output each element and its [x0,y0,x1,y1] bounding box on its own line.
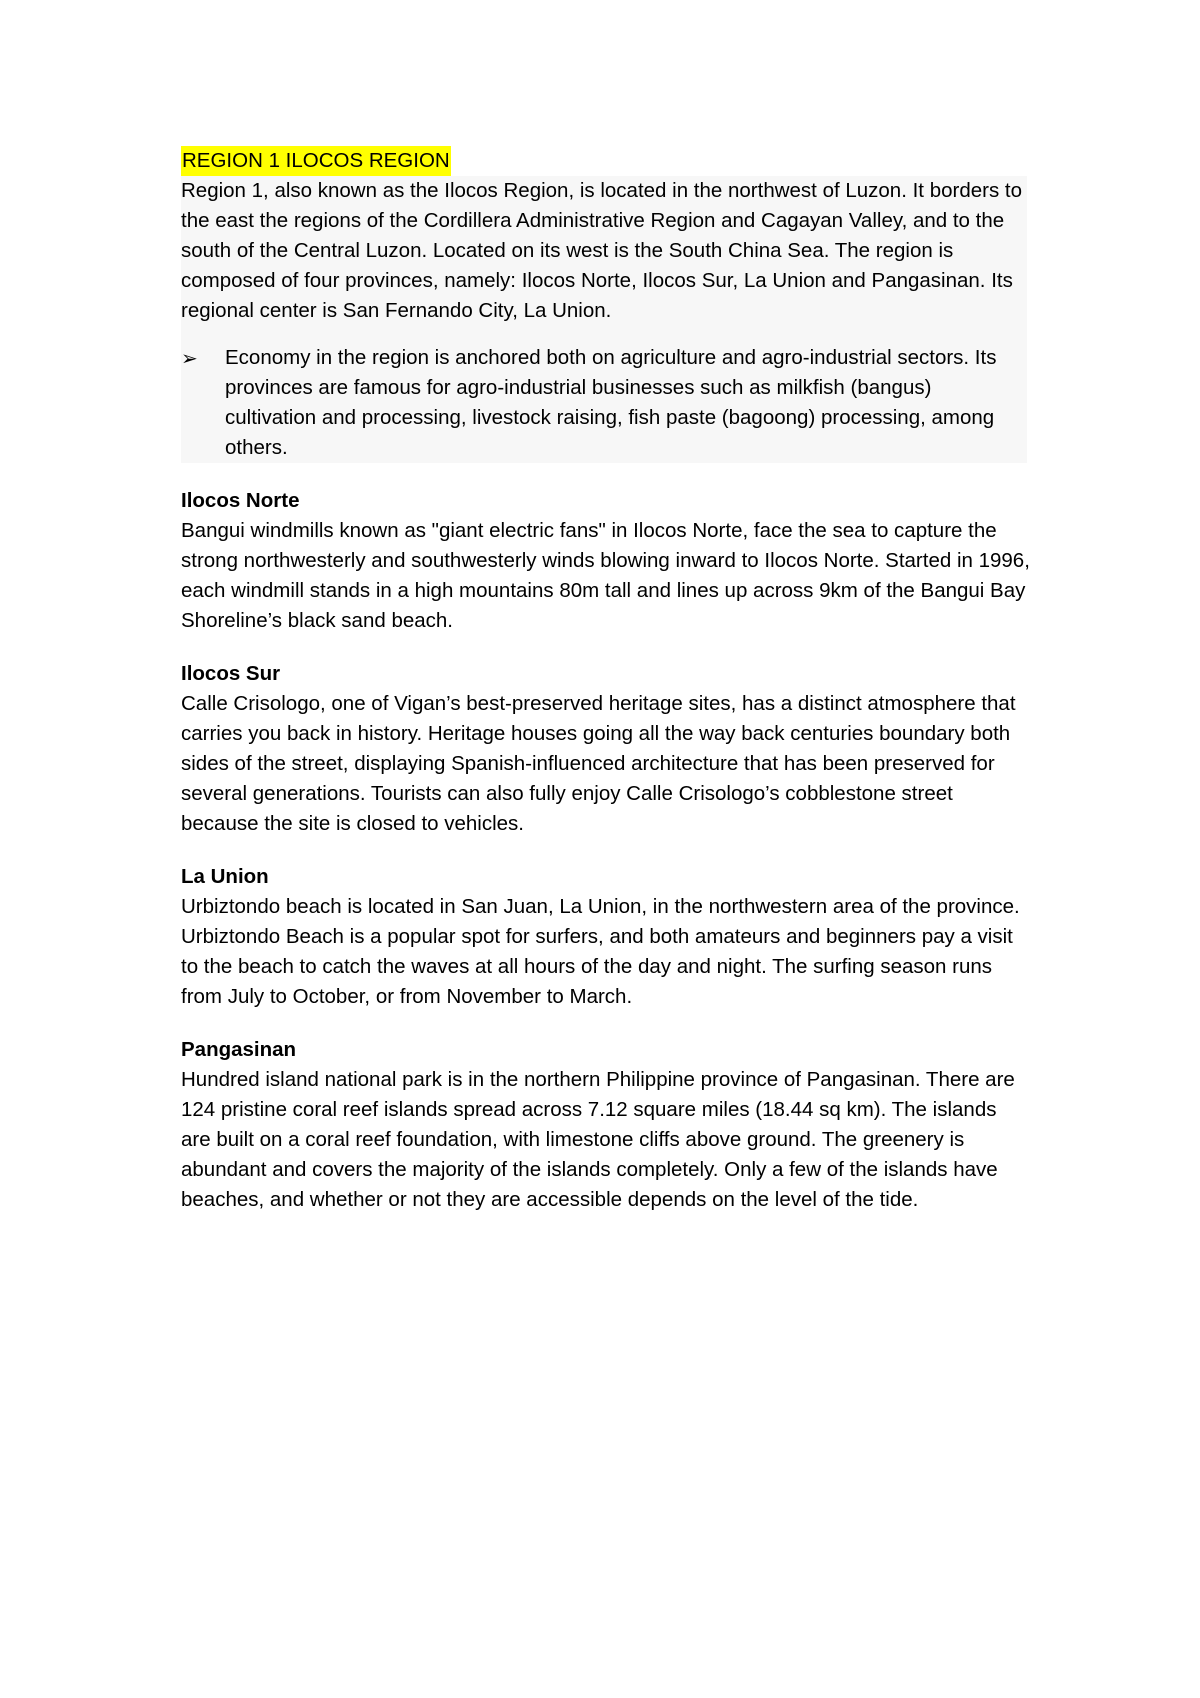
section-heading: Ilocos Sur [181,662,281,685]
section-body: Bangui windmills known as "giant electric fans" in Ilocos Norte, face the sea to capture the strong northwesterly and southwesterly winds blowing inward to Ilocos Norte. Started in 1996, each windmill stands in a high mountains 80m tall and lines up across 9km of the Bangui Bay Shoreline’s black sand beach. [181,519,1030,632]
bullet-item [181,343,1025,463]
intro-paragraph: Region 1, also known as the Ilocos Region, is located in the northwest of Luzon. It borders to the east the regions of the Cordillera Administrative Region and Cagayan Valley, and to the south of the Central Luzon. Located on its west is the South China Sea. The region is composed of four provinces, namely: Ilocos Norte, Ilocos Sur, La Union and Pangasinan. Its regional center is San Fernando City, La Union. [181,179,1022,322]
section-heading: Pangasinan [181,1038,297,1061]
bullet-text: Economy in the region is anchored both on agriculture and agro-industrial sectors. Its provinces are famous for agro-industrial businesses such as milkfish (bangus) cultivation and processing, livestock raising, fish paste (bagoong) processing, among others. [225,346,997,459]
section-heading: La Union [181,865,269,888]
intro-block [181,176,1027,463]
arrowhead-bullet-icon: ➢ [181,346,198,370]
section-ilocos-sur [181,659,1031,839]
section-pangasinan [181,1035,1031,1215]
section-la-union [181,862,1031,1012]
document-content [181,146,1031,1215]
title-line [181,146,1031,176]
document-title: REGION 1 ILOCOS REGION [181,146,451,176]
section-body: Calle Crisologo, one of Vigan’s best-preserved heritage sites, has a distinct atmosphere that carries you back in history. Heritage houses going all the way back centuries boundary both sides of the street, displaying Spanish-influenced architecture that has been preserved for several generations. Tourists can also fully enjoy Calle Crisologo’s cobblestone street because the site is closed to vehicles. [181,692,1016,835]
section-body: Hundred island national park is in the northern Philippine province of Pangasinan. There are 124 pristine coral reef islands spread across 7.12 square miles (18.44 sq km). The islands are built on a coral reef foundation, with limestone cliffs above ground. The greenery is abundant and covers the majority of the islands completely. Only a few of the islands have beaches, and whether or not they are accessible depends on the level of the tide. [181,1068,1015,1211]
section-ilocos-norte [181,486,1031,636]
section-heading: Ilocos Norte [181,489,300,512]
section-body: Urbiztondo beach is located in San Juan, La Union, in the northwestern area of the province. Urbiztondo Beach is a popular spot for surfers, and both amateurs and beginners pay a visit to the beach to catch the waves at all hours of the day and night. The surfing season runs from July to October, or from November to March. [181,895,1020,1008]
